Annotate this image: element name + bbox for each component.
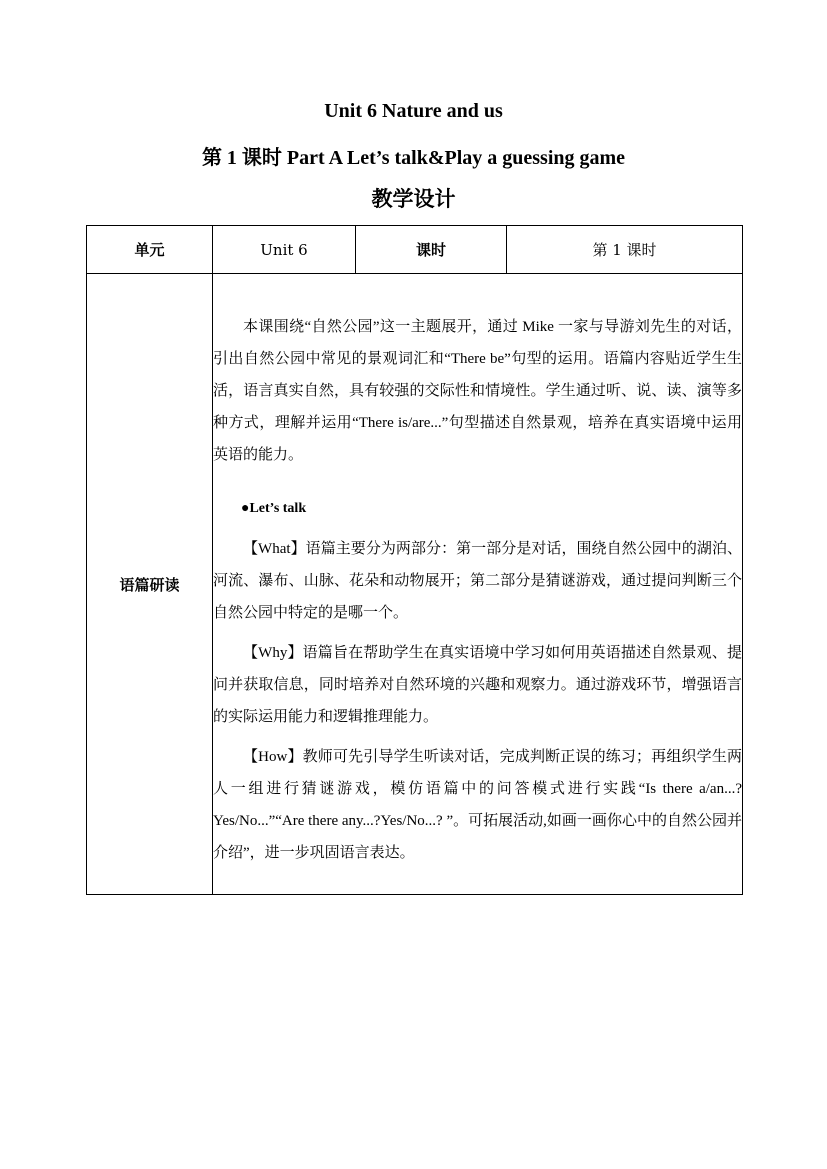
why-text: 语篇旨在帮助学生在真实语境中学习如何用英语描述自然景观、提问并获取信息，同时培养对自然环境的兴趣和观察力。通过游戏环节，增强语言的实际运用能力和逻辑推理能力。 (213, 644, 742, 725)
section-content-cell (213, 274, 743, 895)
how-text: 教师可先引导学生听读对话，完成判断正误的练习；再组织学生两人一组进行猜谜游戏，模仿语篇中的问答模式进行实践“Is there a/an...? Yes/No...”“Are there any...?Yes/No...? ”。可拓展活动,如画一画你心中的自然公园并介绍”，进一步巩固语言表达。 (213, 748, 742, 861)
unit-title: Unit 6 Nature and us (324, 100, 503, 122)
how-paragraph (213, 741, 742, 869)
what-paragraph (213, 533, 742, 629)
why-paragraph (213, 637, 742, 733)
lesson-label-cell: 课时 (356, 226, 507, 274)
unit-label-cell: 单元 (87, 226, 213, 274)
what-text: 语篇主要分为两部分：第一部分是对话，围绕自然公园中的湖泊、河流、瀑布、山脉、花朵和动物展开；第二部分是猜谜游戏，通过提问判断三个自然公园中特定的是哪一个。 (213, 540, 742, 621)
lesson-title: 第 1 课时 Part A Let’s talk&Play a guessing game (201, 147, 626, 169)
unit-value-cell: Unit 6 (213, 226, 356, 274)
what-tag: 【What】 (243, 540, 306, 557)
content-row (87, 274, 743, 895)
how-tag: 【How】 (243, 748, 303, 765)
section-label-cell: 语篇研读 (87, 274, 213, 895)
lesson-value-cell: 第 1 课时 (507, 226, 743, 274)
header-row (87, 226, 743, 274)
lesson-plan-table (86, 225, 743, 895)
intro-paragraph: 本课围绕“自然公园”这一主题展开，通过 Mike 一家与导游刘先生的对话，引出自然公园中常见的景观词汇和“There be”句型的运用。语篇内容贴近学生生活，语言真实自然，具有较强的交际性和情境性。学生通过听、说、读、演等多种方式，理解并运用“There is/are...”句型描述自然景观，培养在真实语境中运用英语的能力。 (213, 318, 742, 463)
lets-talk-subheading: ●Let’s talk (241, 500, 307, 516)
why-tag: 【Why】 (243, 644, 303, 661)
document-type-title: 教学设计 (371, 187, 456, 211)
